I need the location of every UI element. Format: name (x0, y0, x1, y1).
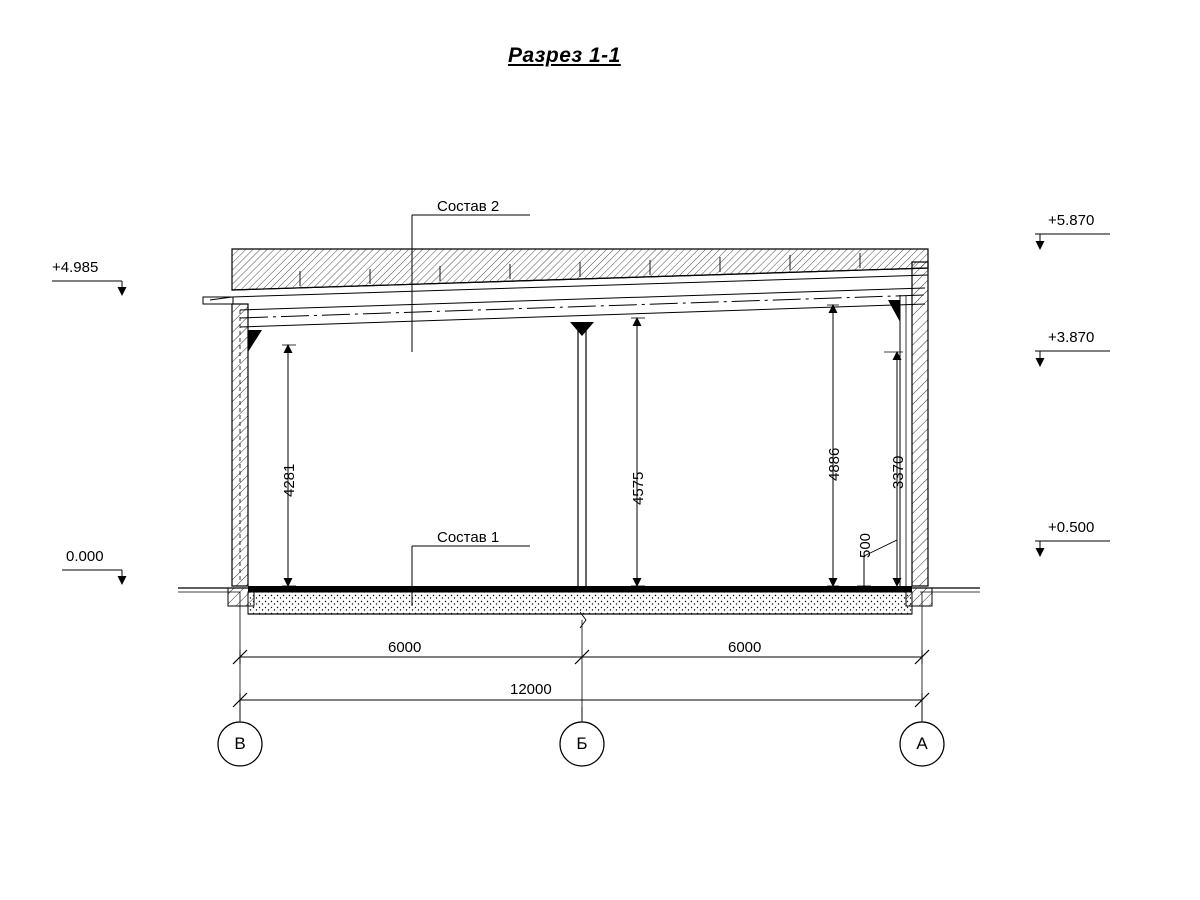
page-title: Разрез 1-1 (508, 44, 621, 67)
annotation-sostav-1: Состав 1 (437, 529, 500, 546)
dimension-height-4281: 4281 (281, 463, 298, 497)
dimension-height-3370: 3370 (890, 455, 907, 489)
axis-label-b: Б (576, 734, 588, 753)
elevation-mark-right-mid: +3.870 (1048, 329, 1095, 346)
dimension-height-4575: 4575 (630, 471, 647, 505)
axis-label-a: А (916, 734, 928, 753)
dimension-height-500: 500 (857, 532, 874, 558)
elevation-mark-right-low: +0.500 (1048, 519, 1095, 536)
dimension-span-right-6000: 6000 (728, 639, 762, 656)
elevation-mark-ground: 0.000 (66, 548, 104, 565)
dimension-span-total-12000: 12000 (510, 681, 552, 698)
axis-label-v: В (234, 734, 246, 753)
elevation-mark-top-left: +4.985 (52, 259, 99, 276)
dimension-span-left-6000: 6000 (388, 639, 422, 656)
annotation-sostav-2: Состав 2 (437, 198, 500, 215)
elevation-mark-right-top: +5.870 (1048, 212, 1095, 229)
dimension-height-4886: 4886 (826, 447, 843, 481)
